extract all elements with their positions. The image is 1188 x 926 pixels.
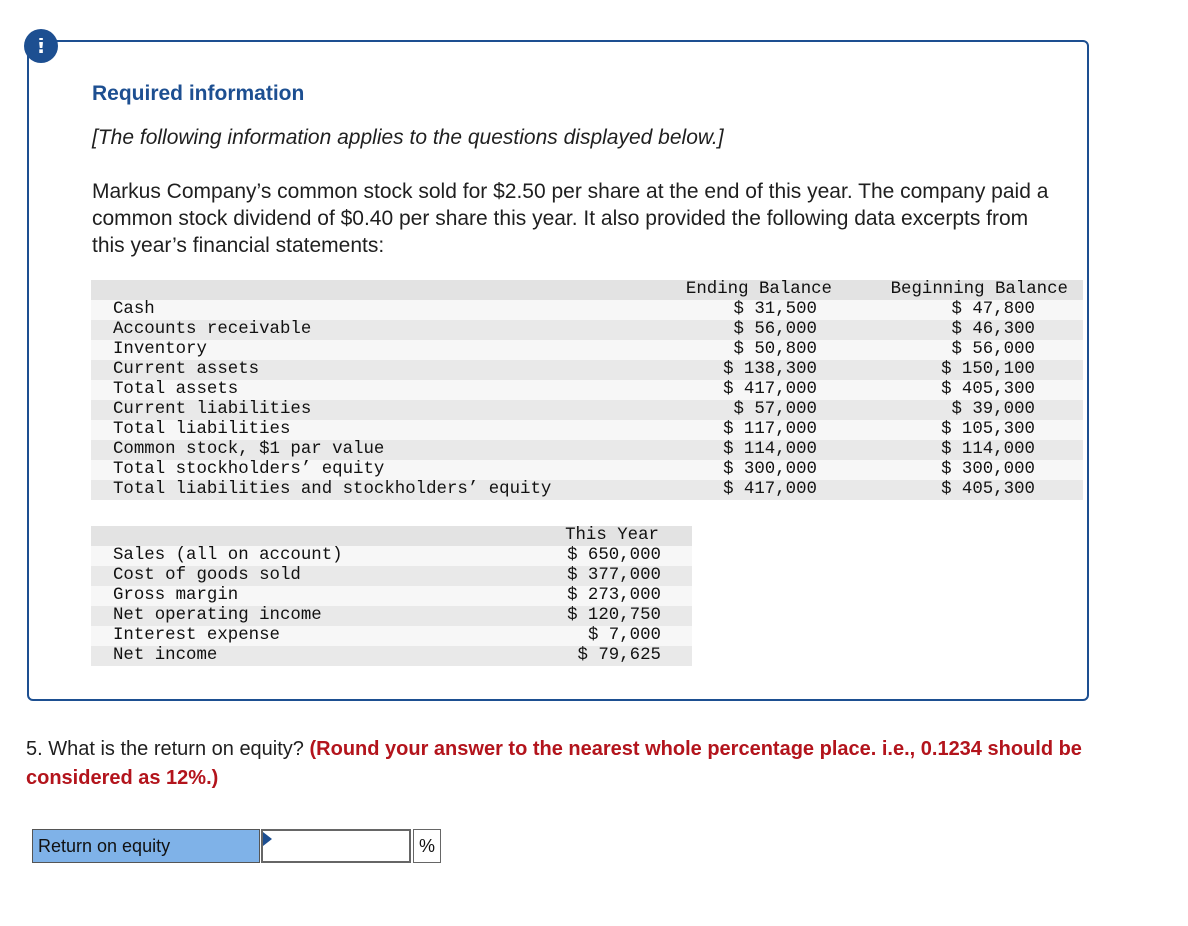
question-prompt: 5. What is the return on equity? xyxy=(26,738,310,760)
ending-value: $ 300,000 xyxy=(723,460,817,479)
input-marker-icon xyxy=(263,832,272,846)
ending-value: $ 50,800 xyxy=(733,340,817,359)
row-label: Total liabilities and stockholders’ equity xyxy=(113,480,552,499)
row-label: Interest expense xyxy=(113,626,280,645)
beginning-value: $ 39,000 xyxy=(951,400,1035,419)
intro-paragraph: Markus Company’s common stock sold for $2.50 per share at the end of this year. The company paid a common stock dividend of $0.40 per share this year. It also provided the following data excerpts from this year’s financial statements: xyxy=(92,180,1049,257)
beginning-value: $ 405,300 xyxy=(941,480,1035,499)
table-row xyxy=(91,440,1083,460)
this-year-value: $ 79,625 xyxy=(577,646,661,665)
ending-balance-header: Ending Balance xyxy=(685,280,832,299)
balance-sheet-header-row xyxy=(91,280,1083,300)
ending-value: $ 114,000 xyxy=(723,440,817,459)
alert-icon: ! xyxy=(24,29,58,63)
beginning-value: $ 405,300 xyxy=(941,380,1035,399)
row-label: Gross margin xyxy=(113,586,239,605)
beginning-value: $ 114,000 xyxy=(941,440,1035,459)
table-row xyxy=(91,320,1083,340)
row-label: Total liabilities xyxy=(113,420,291,439)
ending-value: $ 138,300 xyxy=(723,360,817,379)
row-label: Accounts receivable xyxy=(113,320,312,339)
row-label: Total assets xyxy=(113,380,239,399)
balance-sheet-header-label xyxy=(91,280,642,300)
beginning-value: $ 56,000 xyxy=(951,340,1035,359)
income-statement-header-label xyxy=(91,526,530,546)
this-year-header: This Year xyxy=(565,526,659,545)
row-label: Cash xyxy=(113,300,155,319)
row-label: Current assets xyxy=(113,360,260,379)
ending-value: $ 417,000 xyxy=(723,380,817,399)
table-row xyxy=(91,606,692,626)
this-year-value: $ 377,000 xyxy=(567,566,661,585)
table-row xyxy=(91,546,692,566)
table-row xyxy=(91,480,1083,500)
row-label: Common stock, $1 par value xyxy=(113,440,385,459)
beginning-value: $ 46,300 xyxy=(951,320,1035,339)
beginning-value: $ 300,000 xyxy=(941,460,1035,479)
row-label: Net income xyxy=(113,646,218,665)
table-row xyxy=(91,626,692,646)
table-row xyxy=(91,380,1083,400)
ending-value: $ 417,000 xyxy=(723,480,817,499)
this-year-value: $ 650,000 xyxy=(567,546,661,565)
beginning-value: $ 47,800 xyxy=(951,300,1035,319)
applies-note: [The following information applies to the questions displayed below.] xyxy=(92,126,724,149)
question-text xyxy=(26,735,1166,793)
table-row xyxy=(91,586,692,606)
income-statement-header-row xyxy=(91,526,692,546)
table-row xyxy=(91,400,1083,420)
ending-value: $ 57,000 xyxy=(733,400,817,419)
beginning-value: $ 150,100 xyxy=(941,360,1035,379)
table-row xyxy=(91,300,1083,320)
row-label: Sales (all on account) xyxy=(113,546,343,565)
balance-sheet-table xyxy=(91,280,1083,500)
rounding-instruction: (Round your answer to the nearest whole percentage place. i.e., 0.1234 should be considered as 12%.) xyxy=(26,738,1082,789)
table-row xyxy=(91,646,692,666)
row-label: Cost of goods sold xyxy=(113,566,301,585)
required-information-title: Required information xyxy=(92,82,305,105)
ending-value: $ 56,000 xyxy=(733,320,817,339)
income-statement-table xyxy=(91,526,692,666)
ending-value: $ 31,500 xyxy=(733,300,817,319)
table-row xyxy=(91,340,1083,360)
row-label: Inventory xyxy=(113,340,207,359)
this-year-value: $ 273,000 xyxy=(567,586,661,605)
beginning-balance-header: Beginning Balance xyxy=(890,280,1068,299)
table-row xyxy=(91,420,1083,440)
this-year-value: $ 120,750 xyxy=(567,606,661,625)
this-year-value: $ 7,000 xyxy=(587,626,661,645)
answer-label: Return on equity xyxy=(32,829,260,863)
table-row xyxy=(91,566,692,586)
return-on-equity-input[interactable] xyxy=(261,829,411,863)
table-row xyxy=(91,360,1083,380)
row-label: Total stockholders’ equity xyxy=(113,460,385,479)
ending-value: $ 117,000 xyxy=(723,420,817,439)
beginning-value: $ 105,300 xyxy=(941,420,1035,439)
row-label: Net operating income xyxy=(113,606,322,625)
percent-unit-label: % xyxy=(413,829,441,863)
table-row xyxy=(91,460,1083,480)
row-label: Current liabilities xyxy=(113,400,312,419)
